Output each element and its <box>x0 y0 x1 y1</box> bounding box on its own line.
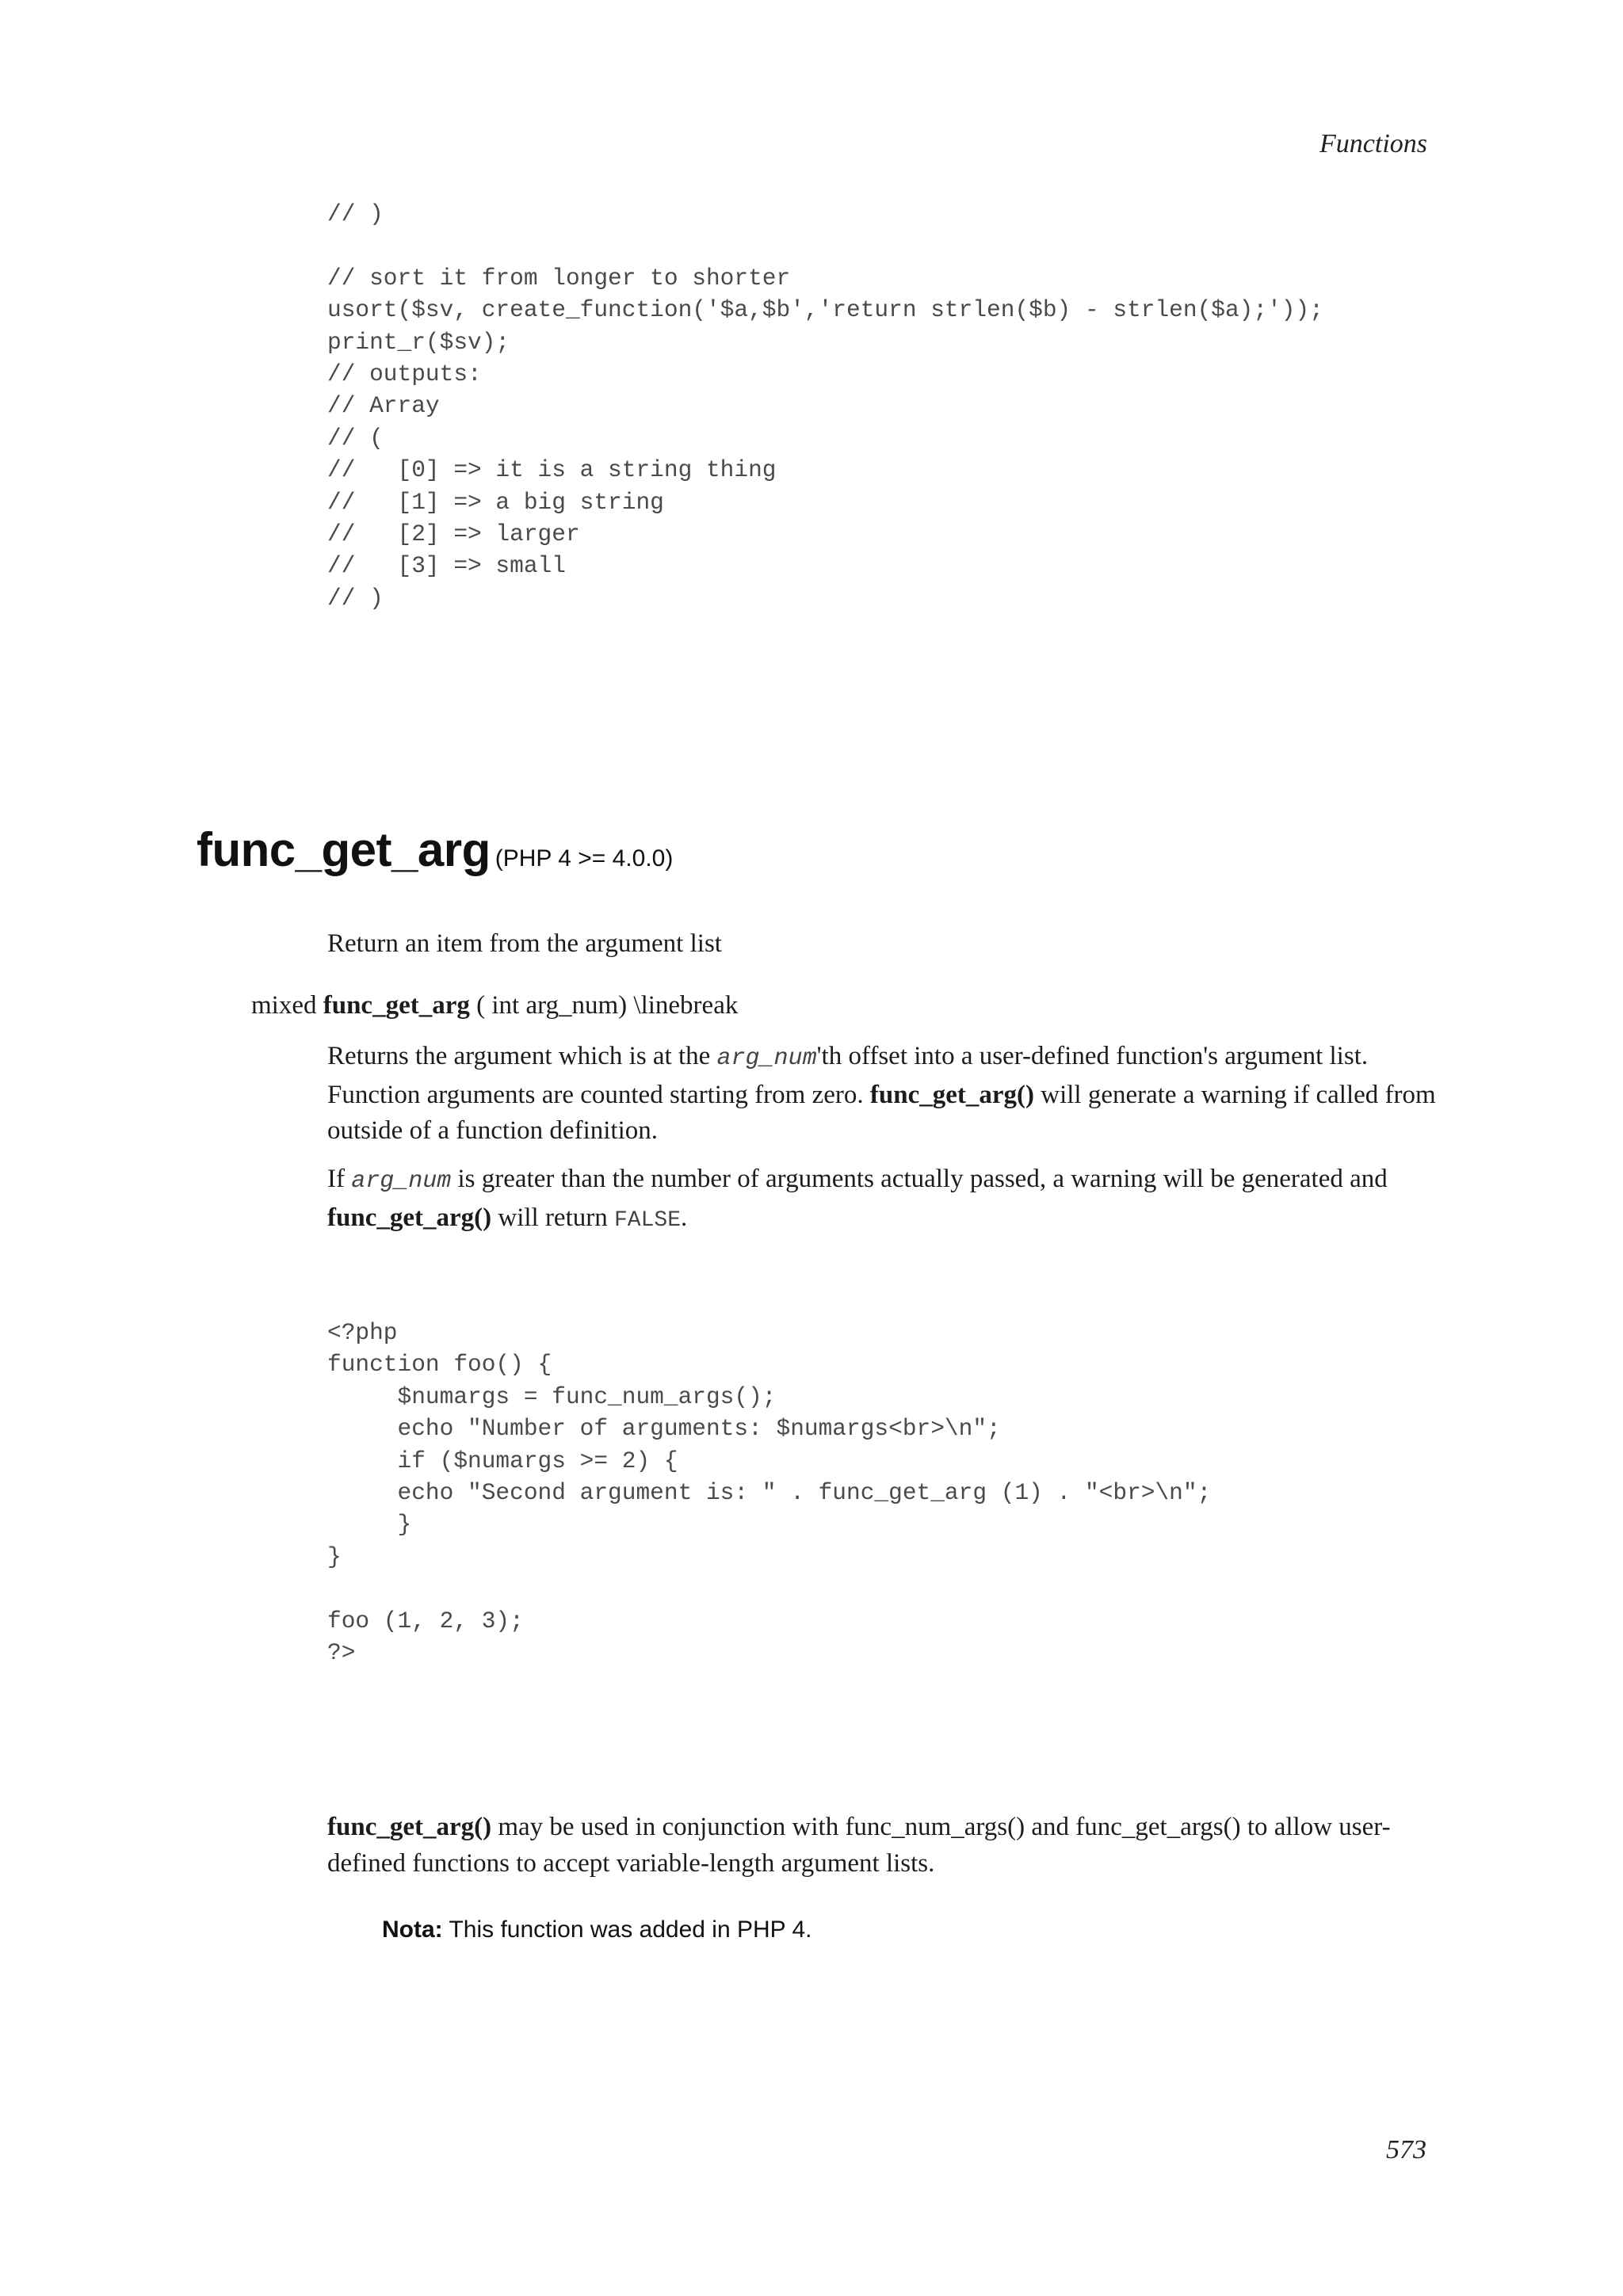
function-reference: func_get_arg() <box>869 1080 1034 1109</box>
text-run: Returns the argument which is at the <box>327 1042 717 1070</box>
text-run: will return <box>491 1203 614 1232</box>
code-line: } <box>327 1543 342 1570</box>
code-line: $numargs = func_num_args(); <box>327 1383 777 1410</box>
function-heading <box>197 822 673 877</box>
parameter-arg-num: arg_num <box>351 1168 452 1195</box>
code-block-usort-example <box>327 198 1323 614</box>
text-run: may be used in conjunction with func_num_args() and func_get_args() to allow user-defined functions to accept variable-length argument lists. <box>327 1813 1391 1878</box>
version-note: (PHP 4 >= 4.0.0) <box>495 845 674 871</box>
usage-paragraph <box>327 1810 1445 1882</box>
parameter-arg-num: arg_num <box>716 1045 817 1072</box>
code-line: // sort it from longer to shorter <box>327 264 791 292</box>
text-run: will generate a warning if called from outside of a function definition. <box>327 1080 1436 1145</box>
note-text: This function was added in PHP 4. <box>442 1917 812 1943</box>
code-line: // ) <box>327 200 384 227</box>
return-type: mixed <box>251 991 317 1020</box>
function-synopsis <box>251 991 738 1020</box>
code-line: } <box>327 1511 412 1539</box>
code-line: function foo() { <box>327 1351 552 1379</box>
page-number: 573 <box>1386 2135 1426 2164</box>
code-line: // [1] => a big string <box>327 488 664 516</box>
code-line: if ($numargs >= 2) { <box>327 1447 678 1474</box>
code-line: ?> <box>327 1639 356 1667</box>
code-line: <?php <box>327 1319 398 1346</box>
synopsis-params: ( int arg_num) \linebreak <box>476 991 739 1020</box>
function-purpose: Return an item from the argument list <box>327 929 722 958</box>
code-line: print_r($sv); <box>327 328 510 356</box>
code-line: // Array <box>327 392 440 420</box>
running-header: Functions <box>1319 129 1427 158</box>
code-line: // ) <box>327 584 384 612</box>
code-block-php-example <box>327 1317 1211 1669</box>
text-run: . <box>681 1203 688 1232</box>
text-run: If <box>327 1165 352 1193</box>
text-run: 'th offset into a user-defined function's argument list. Function arguments are counted starting from zero. <box>327 1042 1369 1109</box>
note-label: Nota: <box>382 1917 443 1943</box>
function-name: func_get_arg <box>197 823 491 876</box>
function-reference: func_get_arg() <box>327 1813 492 1841</box>
function-reference: func_get_arg() <box>327 1203 492 1232</box>
synopsis-function-name: func_get_arg <box>323 991 470 1020</box>
warning-paragraph <box>327 1161 1445 1238</box>
code-line: // ( <box>327 424 384 452</box>
code-line: // [3] => small <box>327 552 566 580</box>
code-line: echo "Second argument is: " . func_get_arg (1) . "<br>\n"; <box>327 1479 1212 1507</box>
text-run: is greater than the number of arguments actually passed, a warning will be generated and <box>451 1165 1388 1193</box>
code-line: foo (1, 2, 3); <box>327 1607 524 1634</box>
code-line: usort($sv, create_function('$a,$b','return strlen($b) - strlen($a);')); <box>327 296 1323 324</box>
note <box>382 1917 812 1943</box>
code-line: // [0] => it is a string thing <box>327 456 777 484</box>
code-line: // [2] => larger <box>327 521 580 548</box>
description-paragraph <box>327 1039 1445 1150</box>
code-line: // outputs: <box>327 360 482 388</box>
code-line: echo "Number of arguments: $numargs<br>\n"; <box>327 1415 1001 1443</box>
constant-false: FALSE <box>614 1207 682 1233</box>
